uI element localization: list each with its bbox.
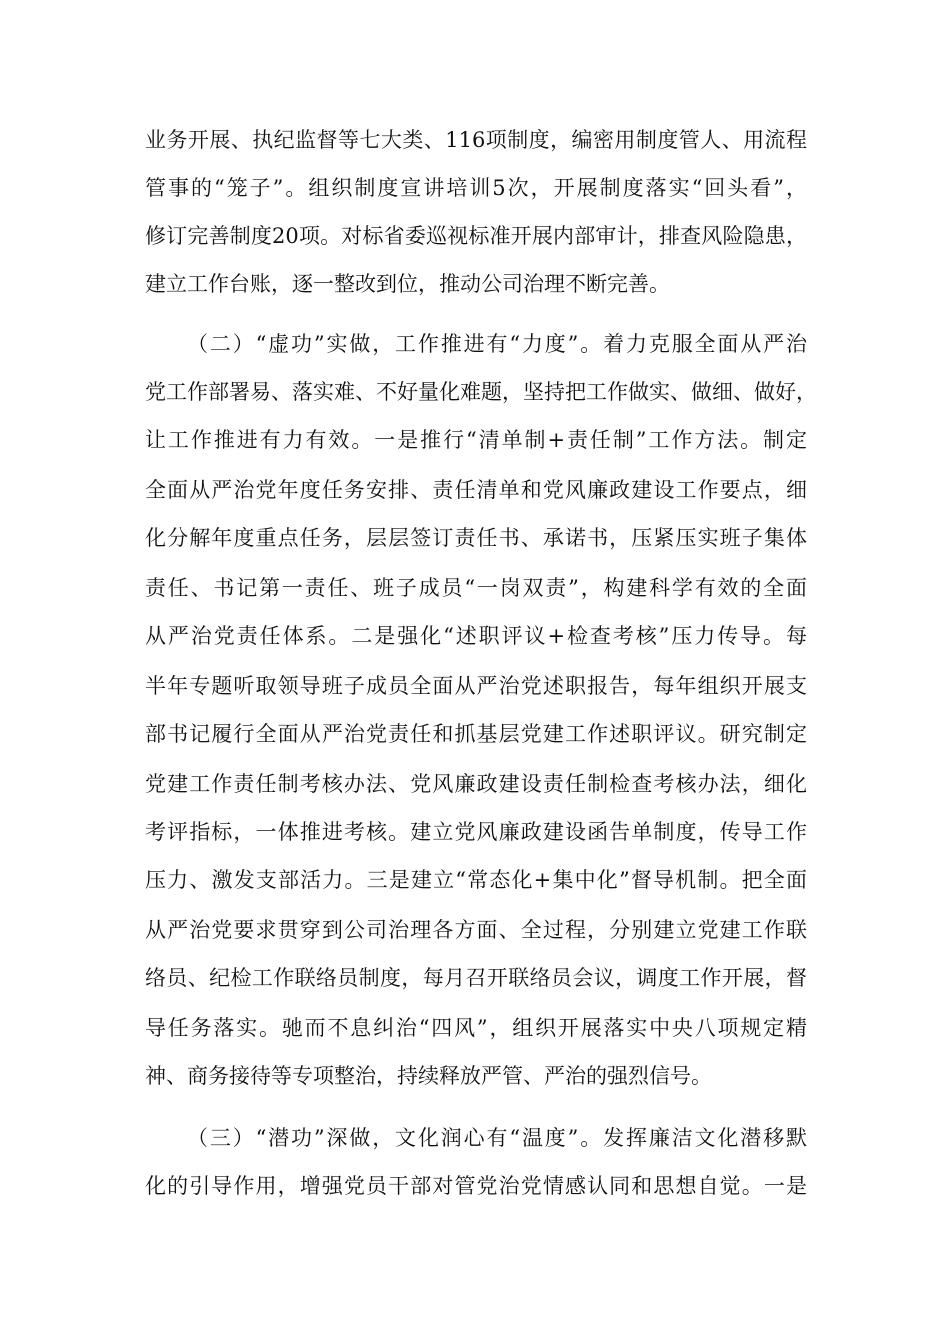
text-line: 业务开展、执纪监督等七大类、116项制度，编密用制度管人、用流程 (145, 128, 807, 152)
text-line: 管事的“笼子”。组织制度宣讲培训5次，开展制度落实“回头看”， (145, 176, 807, 200)
section-heading-line: （三）“潜功”深做，文化润心有“温度”。发挥廉洁文化潜移默 (187, 1126, 807, 1150)
text-line: 党建工作责任制考核办法、党风廉政建设责任制检查考核办法，细化 (145, 772, 807, 796)
text-line: 从严治党要求贯穿到公司治理各方面、全过程，分别建立党建工作联 (145, 918, 807, 942)
text-line: 部书记履行全面从严治党责任和抓基层党建工作述职评议。研究制定 (145, 722, 807, 746)
text-line: 考评指标，一体推进考核。建立党风廉政建设函告单制度，传导工作 (145, 820, 807, 844)
text-line: 导任务落实。驰而不息纠治“四风”，组织开展落实中央八项规定精 (145, 1016, 807, 1040)
text-line: 修订完善制度20项。对标省委巡视标准开展内部审计，排查风险隐患， (145, 224, 807, 248)
text-line: 化分解年度重点任务，层层签订责任书、承诺书，压紧压实班子集体 (145, 526, 807, 550)
text-line: 建立工作台账，逐一整改到位，推动公司治理不断完善。 (145, 272, 670, 296)
text-line: 让工作推进有力有效。一是推行“清单制+责任制”工作方法。制定 (145, 428, 807, 452)
text-line: 化的引导作用，增强党员干部对管党治党情感认同和思想自觉。一是 (145, 1174, 807, 1198)
text-line: 责任、书记第一责任、班子成员“一岗双责”，构建科学有效的全面 (145, 576, 807, 600)
text-line: 神、商务接待等专项整治，持续释放严管、严治的强烈信号。 (145, 1064, 712, 1088)
text-line: 党工作部署易、落实难、不好量化难题，坚持把工作做实、做细、做好， (145, 380, 817, 404)
text-line: 压力、激发支部活力。三是建立“常态化+集中化”督导机制。把全面 (145, 868, 807, 892)
section-heading-line: （二）“虚功”实做，工作推进有“力度”。着力克服全面从严治 (187, 332, 807, 356)
text-line: 半年专题听取领导班子成员全面从严治党述职报告，每年组织开展支 (145, 674, 807, 698)
text-line: 从严治党责任体系。二是强化“述职评议+检查考核”压力传导。每 (145, 624, 807, 648)
text-line: 络员、纪检工作联络员制度，每月召开联络员会议，调度工作开展，督 (145, 966, 807, 990)
text-line: 全面从严治党年度任务安排、责任清单和党风廉政建设工作要点，细 (145, 478, 807, 502)
